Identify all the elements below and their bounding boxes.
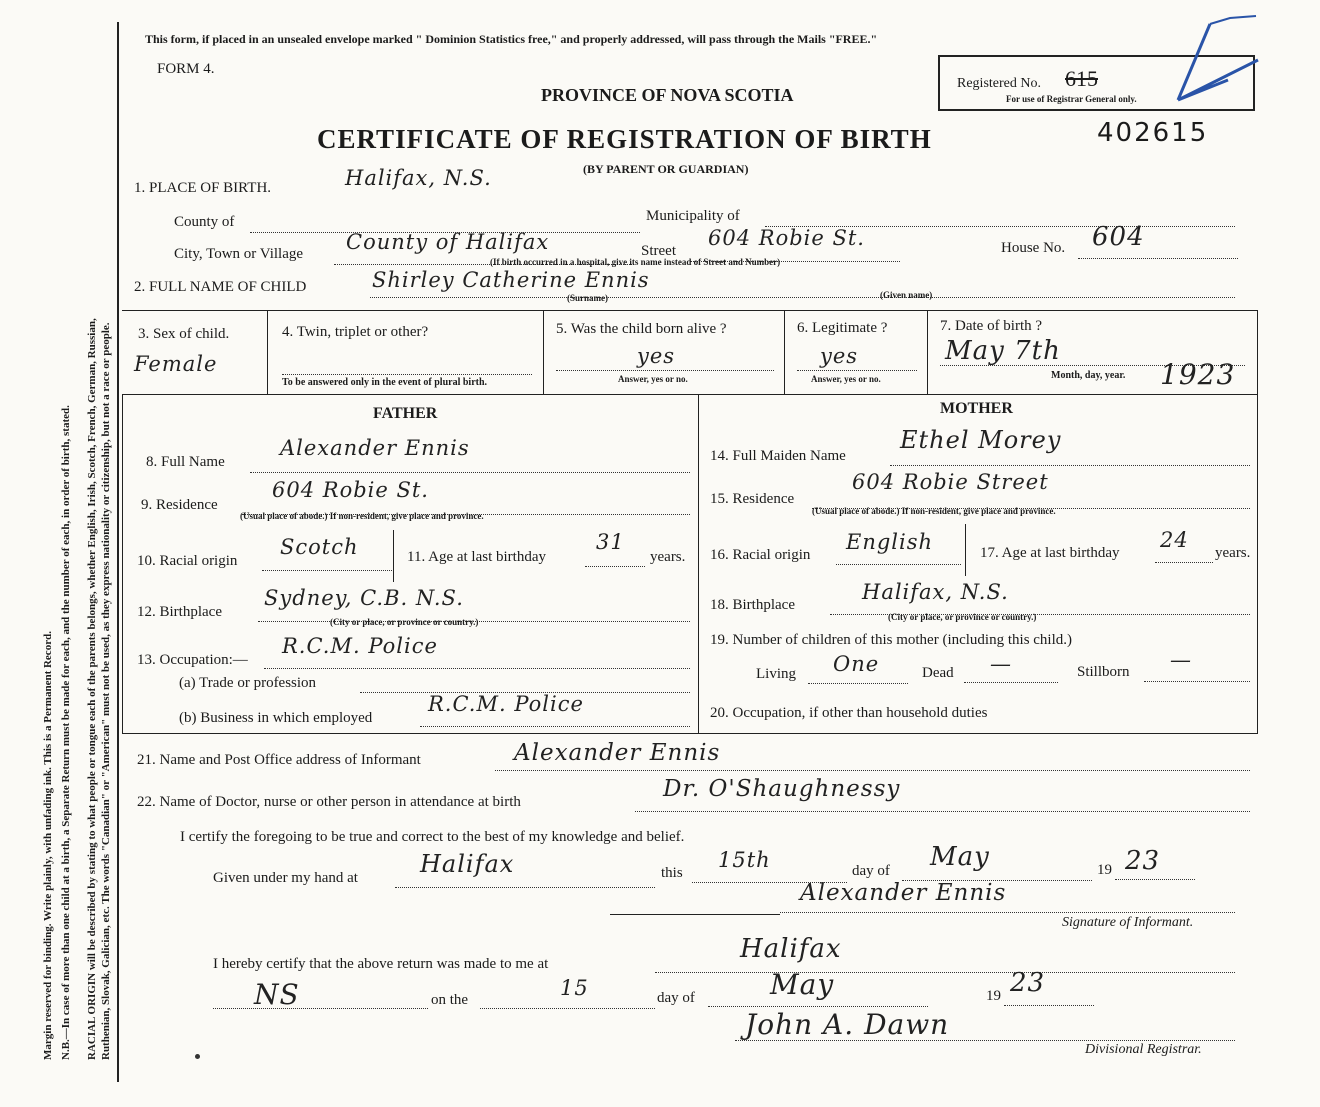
mother-residence-note: (Usual place of abode.) If non-resident, give place and province. xyxy=(812,506,1056,516)
dob-year: 1923 xyxy=(1160,358,1236,391)
father-residence-note: (Usual place of abode.) If non-resident, give place and province. xyxy=(240,511,484,521)
on-the-value: 15 xyxy=(560,976,589,1000)
given-place-value: Halifax xyxy=(420,850,515,878)
hospital-note: (If birth occurred in a hospital, give its name instead of Street and Number) xyxy=(490,257,781,267)
certify-statement: I certify the foregoing to be true and correct to the best of my knowledge and belief. xyxy=(180,829,685,845)
children-count-label: 19. Number of children of this mother (including this child.) xyxy=(710,632,1073,648)
county-label: County of xyxy=(174,214,235,230)
mother-birthplace-note: (City or place, or province or country.) xyxy=(888,612,1037,622)
mother-occupation-label: 20. Occupation, if other than household duties xyxy=(710,705,988,721)
trade-label: (a) Trade or profession xyxy=(179,675,317,691)
mother-race-label: 16. Racial origin xyxy=(710,547,811,563)
margin-note-3: RACIAL ORIGIN will be described by stating to what people or tongue each of the parents belongs, whether English, Irish, Scotch, French, German, Russian, xyxy=(86,318,98,1060)
mother-heading: MOTHER xyxy=(940,400,1013,417)
on-the-label: on the xyxy=(431,992,469,1008)
father-name-value: Alexander Ennis xyxy=(280,436,470,460)
year-prefix-2: 19 xyxy=(986,988,1001,1004)
father-age-label: 11. Age at last birthday xyxy=(407,549,546,565)
father-age-value: 31 xyxy=(596,530,625,554)
father-occupation-value: R.C.M. Police xyxy=(282,634,438,658)
mother-years-label: years. xyxy=(1215,545,1251,561)
informant-signature: Alexander Ennis xyxy=(800,880,1007,906)
father-birthplace-label: 12. Birthplace xyxy=(137,604,222,620)
business-label: (b) Business in which employed xyxy=(179,710,373,726)
sex-value: Female xyxy=(134,352,218,376)
check-mark-icon xyxy=(1170,14,1300,104)
punch-hole xyxy=(195,1054,200,1059)
twin-label: 4. Twin, triplet or other? xyxy=(282,324,429,340)
margin-note-4: Ruthenian, Slovak, Galician, etc. The words "Canadian" or "American" must not be used, as they express nationality or citizenship, but not a race or people. xyxy=(100,322,112,1060)
stillborn-value: — xyxy=(1170,648,1192,672)
alive-answer-note: Answer, yes or no. xyxy=(618,374,688,384)
alive-label: 5. Was the child born alive ? xyxy=(556,321,727,337)
year-prefix: 19 xyxy=(1097,862,1112,878)
registrar-use-note: For use of Registrar General only. xyxy=(1006,94,1137,104)
father-name-label: 8. Full Name xyxy=(146,454,225,470)
dob-label: 7. Date of birth ? xyxy=(940,318,1043,334)
house-label: House No. xyxy=(1001,240,1066,256)
place-label: 1. PLACE OF BIRTH. xyxy=(134,180,272,196)
mother-birthplace-value: Halifax, N.S. xyxy=(862,580,1009,604)
registrar-signature: John A. Dawn xyxy=(745,1008,950,1041)
city-label: City, Town or Village xyxy=(174,246,304,262)
mother-age-label: 17. Age at last birthday xyxy=(980,545,1120,561)
doctor-label: 22. Name of Doctor, nurse or other person in attendance at birth xyxy=(137,794,521,810)
father-residence-label: 9. Residence xyxy=(141,497,218,513)
mother-residence-value: 604 Robie Street xyxy=(852,470,1049,494)
informant-value: Alexander Ennis xyxy=(514,740,721,766)
hereby-place-value: Halifax xyxy=(740,934,842,964)
day-of-value-2: May xyxy=(770,968,835,1001)
day-of-value: May xyxy=(930,842,990,872)
municipality-label: Municipality of xyxy=(646,208,740,224)
mother-race-value: English xyxy=(846,530,934,554)
father-birthplace-value: Sydney, C.B. N.S. xyxy=(264,586,464,610)
child-name-label: 2. FULL NAME OF CHILD xyxy=(134,279,307,295)
informant-label: 21. Name and Post Office address of Informant xyxy=(137,752,421,768)
mother-birthplace-label: 18. Birthplace xyxy=(710,597,795,613)
father-heading: FATHER xyxy=(373,405,438,422)
legitimate-answer-note: Answer, yes or no. xyxy=(811,374,881,384)
living-label: Living xyxy=(756,666,796,682)
father-years-label: years. xyxy=(650,549,686,565)
hereby-ns-value: NS xyxy=(254,978,300,1011)
day-of-label: day of xyxy=(852,863,890,879)
this-label: this xyxy=(661,865,683,881)
business-value: R.C.M. Police xyxy=(428,692,584,716)
legitimate-value: yes xyxy=(820,344,859,368)
stillborn-label: Stillborn xyxy=(1077,664,1130,680)
given-under-hand-label: Given under my hand at xyxy=(213,870,358,886)
house-value: 604 xyxy=(1092,222,1145,252)
this-day-value: 15th xyxy=(718,848,771,872)
signature-informant-label: Signature of Informant. xyxy=(1062,915,1194,930)
alive-value: yes xyxy=(637,344,676,368)
year-value-2: 23 xyxy=(1010,968,1046,998)
mother-age-value: 24 xyxy=(1160,528,1189,552)
day-of-label-2: day of xyxy=(657,990,695,1006)
province-title: PROVINCE OF NOVA SCOTIA xyxy=(541,85,794,105)
dead-value: — xyxy=(990,652,1012,676)
father-race-value: Scotch xyxy=(280,535,359,559)
city-value: County of Halifax xyxy=(346,230,550,254)
form-number: FORM 4. xyxy=(157,61,215,77)
margin-note-2: N.B.—In case of more than one child at a birth, a Separate Return must be made for each, and the number of each, in order of birth, stated. xyxy=(60,405,72,1060)
father-birthplace-note: (City or place, or province or country.) xyxy=(330,617,479,627)
year-value: 23 xyxy=(1125,846,1161,876)
legitimate-label: 6. Legitimate ? xyxy=(797,320,888,336)
living-value: One xyxy=(833,652,880,676)
dead-label: Dead xyxy=(922,665,954,681)
child-name-value: Shirley Catherine Ennis xyxy=(372,268,650,292)
father-race-label: 10. Racial origin xyxy=(137,553,238,569)
hereby-certify-label: I hereby certify that the above return was made to me at xyxy=(213,956,549,972)
dob-note: Month, day, year. xyxy=(1051,370,1126,381)
registered-label: Registered No. xyxy=(957,76,1041,91)
place-value: Halifax, N.S. xyxy=(345,166,492,190)
registered-number: 615 xyxy=(1065,66,1098,91)
margin-note-1: Margin reserved for binding. Write plainly, with unfading ink. This is a Permanent Record. xyxy=(42,631,54,1060)
street-label: Street xyxy=(641,243,676,259)
sex-label: 3. Sex of child. xyxy=(138,326,230,342)
mother-residence-label: 15. Residence xyxy=(710,491,795,507)
certificate-number: 402615 xyxy=(1097,118,1209,148)
twin-note: To be answered only in the event of plural birth. xyxy=(282,377,488,388)
by-parent-subtitle: (BY PARENT OR GUARDIAN) xyxy=(583,162,749,176)
dob-value: May 7th xyxy=(945,336,1061,366)
divisional-registrar-label: Divisional Registrar. xyxy=(1085,1042,1202,1057)
mother-name-value: Ethel Morey xyxy=(900,426,1062,454)
binding-margin-line xyxy=(117,22,119,1082)
mail-notice: This form, if placed in an unsealed envelope marked " Dominion Statistics free," and properly addressed, will pass through the Mails "FREE." xyxy=(145,32,878,46)
certificate-title: CERTIFICATE OF REGISTRATION OF BIRTH xyxy=(317,124,932,154)
doctor-value: Dr. O'Shaughnessy xyxy=(663,776,901,802)
mother-name-label: 14. Full Maiden Name xyxy=(710,448,846,464)
street-value: 604 Robie St. xyxy=(708,226,865,250)
surname-note: (Surname) xyxy=(567,293,608,303)
father-occupation-label: 13. Occupation:— xyxy=(137,652,248,668)
father-residence-value: 604 Robie St. xyxy=(272,478,429,502)
given-name-note: (Given name) xyxy=(880,290,933,300)
